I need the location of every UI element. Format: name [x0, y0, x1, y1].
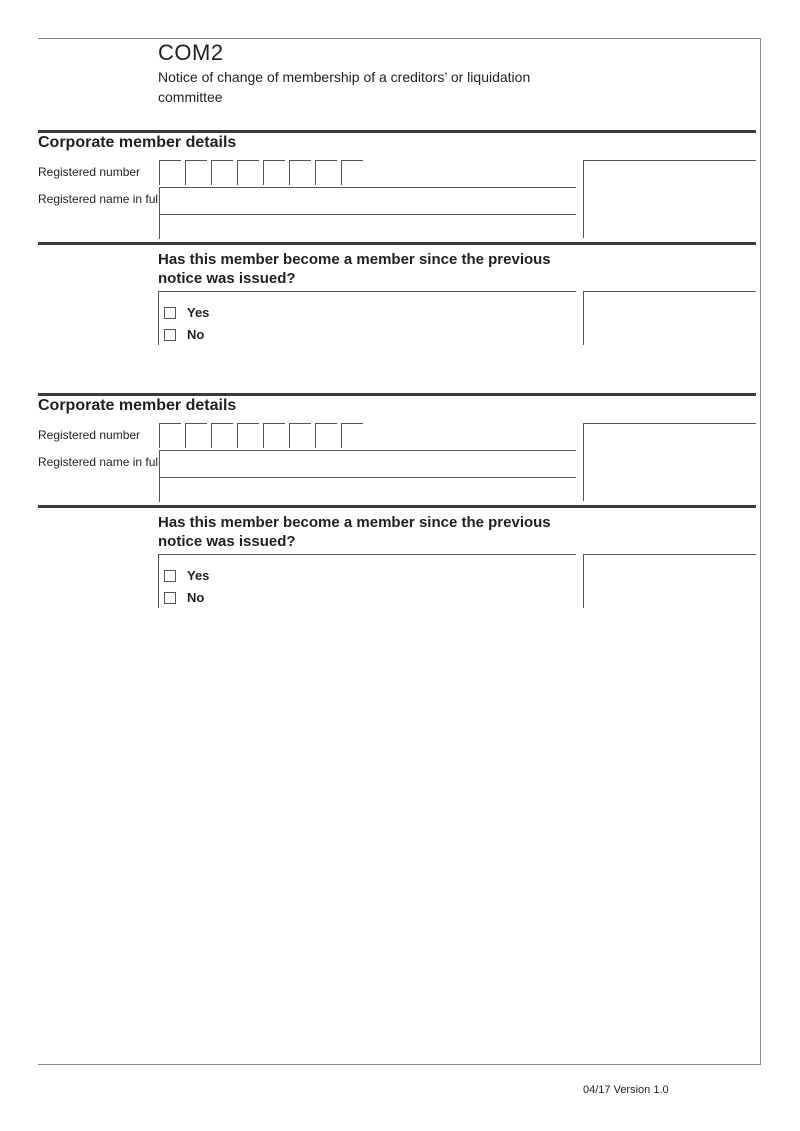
digit-box-6[interactable] — [289, 423, 311, 448]
margin-note-box — [583, 423, 756, 501]
section-rule — [38, 242, 756, 245]
option-yes[interactable] — [164, 305, 209, 320]
digit-box-6[interactable] — [289, 160, 311, 185]
answer-box — [158, 554, 576, 608]
margin-note-box — [583, 291, 756, 345]
digit-box-4[interactable] — [237, 160, 259, 185]
form-title: Notice of change of membership of a creditors’ or liquidation committee — [158, 69, 531, 105]
digit-box-5[interactable] — [263, 160, 285, 185]
option-no-label: No — [187, 590, 205, 605]
option-no[interactable] — [164, 327, 204, 342]
registered-name-input-line-2[interactable] — [159, 214, 576, 239]
digit-box-2[interactable] — [185, 423, 207, 448]
digit-box-1[interactable] — [159, 160, 181, 185]
option-no[interactable] — [164, 590, 204, 605]
section-rule — [38, 130, 756, 133]
no-checkbox[interactable] — [164, 329, 176, 341]
digit-box-7[interactable] — [315, 423, 337, 448]
section-heading: Corporate member details — [38, 134, 237, 151]
registered-number-label: Registered number — [38, 165, 141, 179]
section-heading: Corporate member details — [38, 397, 237, 414]
yes-checkbox[interactable] — [164, 570, 176, 582]
version-label: 04/17 Version 1.0 — [583, 1084, 669, 1096]
option-yes-label: Yes — [187, 568, 210, 583]
digit-box-7[interactable] — [315, 160, 337, 185]
registered-number-label: Registered number — [38, 428, 141, 442]
margin-note-box — [583, 160, 756, 238]
digit-box-1[interactable] — [159, 423, 181, 448]
digit-box-8[interactable] — [341, 160, 363, 185]
registered-name-input-line-1[interactable] — [159, 450, 576, 477]
digit-box-8[interactable] — [341, 423, 363, 448]
option-yes[interactable] — [164, 568, 209, 583]
answer-box — [158, 291, 576, 345]
registered-name-label: Registered name in full — [38, 455, 161, 469]
digit-box-4[interactable] — [237, 423, 259, 448]
section-rule — [38, 393, 756, 396]
registered-name-input-line-2[interactable] — [159, 477, 576, 502]
no-checkbox[interactable] — [164, 592, 176, 604]
digit-box-2[interactable] — [185, 160, 207, 185]
yes-checkbox[interactable] — [164, 307, 176, 319]
new-member-question: Has this member become a member since the previous notice was issued? — [158, 251, 551, 287]
registered-name-label: Registered name in full — [38, 192, 161, 206]
margin-note-box — [583, 554, 756, 608]
registered-name-input-line-1[interactable] — [159, 187, 576, 214]
form-code: COM2 — [158, 40, 224, 65]
digit-box-5[interactable] — [263, 423, 285, 448]
digit-box-3[interactable] — [211, 160, 233, 185]
option-yes-label: Yes — [187, 305, 210, 320]
section-rule — [38, 505, 756, 508]
option-no-label: No — [187, 327, 205, 342]
corporate-member-section-2 — [38, 393, 756, 608]
new-member-question: Has this member become a member since the previous notice was issued? — [158, 514, 551, 550]
digit-box-3[interactable] — [211, 423, 233, 448]
corporate-member-section-1 — [38, 130, 756, 345]
